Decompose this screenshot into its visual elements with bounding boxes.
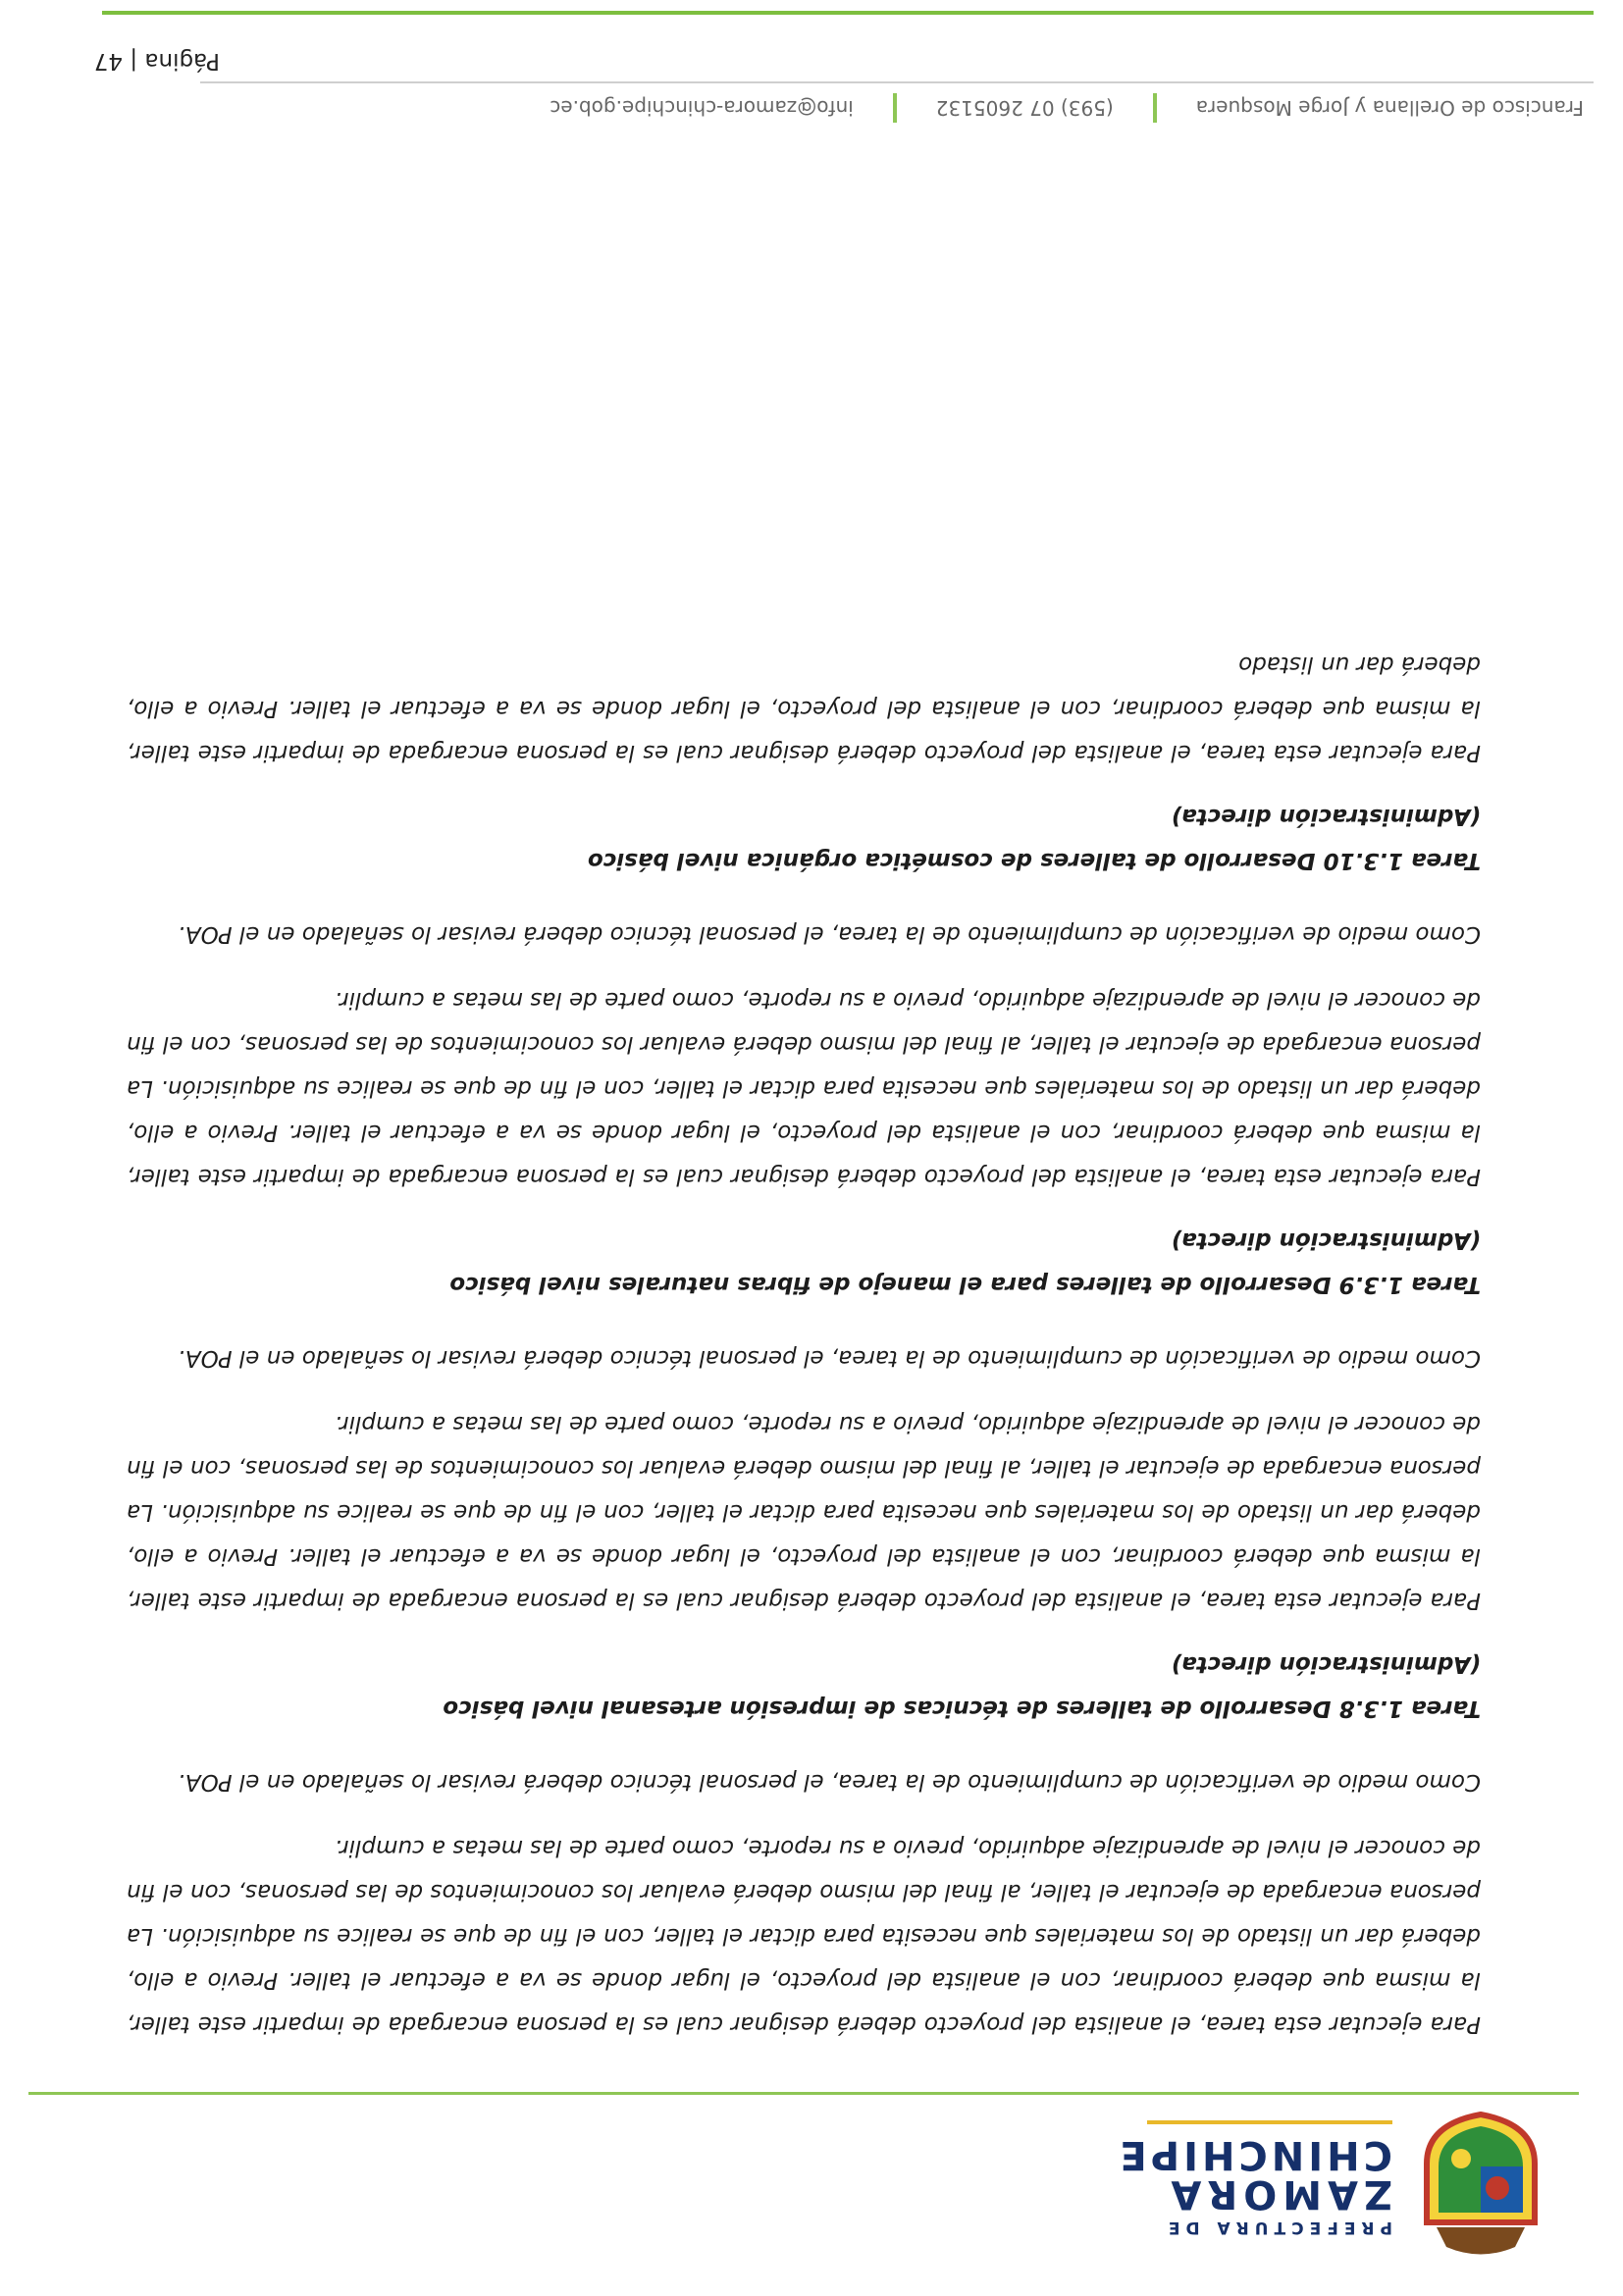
section-heading-subtitle: (Administración directa) bbox=[1171, 1227, 1481, 1253]
paragraph: Para ejecutar esta tarea, el analista del proyecto deberá designar cual es la persona encargada de impartir este taller, la misma que deberá coordinar, con el analista del proyecto, el lugar donde se va a efectuar el taller. Previo a ello, deberá dar un listado bbox=[127, 652, 1481, 765]
paragraph: Para ejecutar esta tarea, el analista del proyecto deberá designar cual es la persona encargada de impartir este taller, la misma que deberá coordinar, con el analista del proyecto, el lugar donde se va a efectuar el taller. Previo a ello, deberá dar un listado de los materiales que necesita para dictar el taller, con el fin de que se realice su adquisición. La persona encargada de ejecutar el taller, al final del mismo deberá evaluar los conocimientos de las personas, con el fin de conocer el nivel de aprendizaje adquirido, previo a su reporte, como parte de las metas a cumplir. bbox=[127, 1411, 1481, 1613]
footer-phone: (593) 07 2605132 bbox=[935, 96, 1114, 120]
paragraph: Para ejecutar esta tarea, el analista del proyecto deberá designar cual es la persona encargada de impartir este taller, la misma que deberá coordinar, con el analista del proyecto, el lugar donde se va a efectuar el taller. Previo a ello, deberá dar un listado de los materiales que necesita para dictar el taller, con el fin de que se realice su adquisición. La persona encargada de ejecutar el taller, al final del mismo deberá evaluar los conocimientos de las personas, con el fin de conocer el nivel de aprendizaje adquirido, previo a su reporte, como parte de las metas a cumplir. bbox=[127, 987, 1481, 1189]
header-divider bbox=[28, 2092, 1579, 2095]
page-footer bbox=[190, 88, 1584, 128]
brand-prefix: PREFECTURA DE bbox=[1162, 2218, 1392, 2237]
paragraph: Como medio de verificación de cumplimiento de la tarea, el personal técnico deberá revisar lo señalado en el POA. bbox=[178, 921, 1481, 947]
paragraph: Para ejecutar esta tarea, el analista del proyecto deberá designar cual es la persona encargada de impartir este taller, la misma que deberá coordinar, con el analista del proyecto, el lugar donde se va a efectuar el taller. Previo a ello, deberá dar un listado de los materiales que necesita para dictar el taller, con el fin de que se realice su adquisición. La persona encargada de ejecutar el taller, al final del mismo deberá evaluar los conocimientos de las personas, con el fin de conocer el nivel de aprendizaje adquirido, previo a su reporte, como parte de las metas a cumplir. bbox=[127, 1835, 1481, 2037]
bottom-green-rule bbox=[102, 11, 1594, 15]
footer-divider bbox=[200, 81, 1594, 83]
section-heading bbox=[127, 794, 1481, 882]
paragraph: Como medio de verificación de cumplimiento de la tarea, el personal técnico deberá revisar lo señalado en el POA. bbox=[178, 1769, 1481, 1795]
footer-separator bbox=[1153, 93, 1157, 123]
brand-underline bbox=[1147, 2120, 1392, 2124]
paragraph: Como medio de verificación de cumplimiento de la tarea, el personal técnico deberá revisar lo señalado en el POA. bbox=[178, 1345, 1481, 1371]
section-heading-title: Tarea 1.3.8 Desarrollo de talleres de técnicas de impresión artesanal nivel básico bbox=[443, 1696, 1481, 1721]
footer-email: info@zamora-chinchipe.gob.ec bbox=[550, 96, 854, 120]
section-heading-subtitle: (Administración directa) bbox=[1171, 804, 1481, 829]
section-heading-title: Tarea 1.3.10 Desarrollo de talleres de cosmética orgánica nivel básico bbox=[587, 848, 1481, 873]
page-header bbox=[24, 2110, 1554, 2257]
brand-name-line2: CHINCHIPE bbox=[1116, 2132, 1392, 2177]
page-number: Página | 47 bbox=[93, 48, 220, 74]
section-heading-title: Tarea 1.3.9 Desarrollo de talleres para el manejo de fibras naturales nivel básico bbox=[449, 1272, 1481, 1297]
footer-separator bbox=[893, 93, 897, 123]
section-heading-subtitle: (Administración directa) bbox=[1171, 1651, 1481, 1677]
section-heading bbox=[127, 1642, 1481, 1730]
brand-wordmark bbox=[1000, 2132, 1392, 2237]
footer-address: Francisco de Orellana y Jorge Mosquera bbox=[1195, 96, 1584, 120]
prefecture-crest-icon bbox=[1407, 2110, 1554, 2257]
section-heading bbox=[127, 1218, 1481, 1306]
page-body bbox=[127, 620, 1481, 2046]
brand-name-line1: ZAMORA bbox=[1165, 2171, 1392, 2217]
